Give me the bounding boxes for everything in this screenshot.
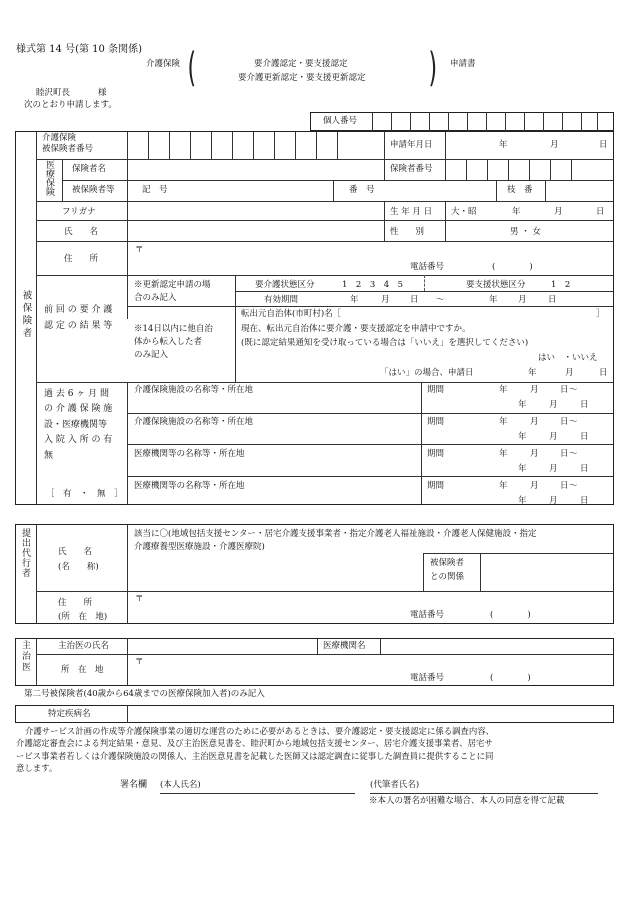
agent-name-label: 氏 名 (名 称) — [58, 547, 99, 573]
insurer-name-label: 保険者名 — [72, 164, 107, 174]
honorific: 様 — [98, 88, 107, 98]
doctor-side-label: 主治医 — [20, 640, 30, 673]
previous-label: 前 回 の 要 介 護 認 定 の 結 果 等 — [44, 305, 113, 331]
phone-paren: ( ) — [492, 262, 533, 272]
insured-number-label: 介護保険 被保険者番号 — [42, 133, 94, 155]
insurance-label: 介護保険 — [146, 59, 181, 69]
kigo-label: 記 号 — [142, 185, 168, 195]
relation-label: 被保険者 との関係 — [430, 558, 465, 582]
presence-options: ［ 有 ・ 無 ］ — [46, 489, 123, 499]
disease-table — [15, 705, 614, 723]
renewal-note: ※更新認定申請の場 合のみ記入 — [134, 280, 211, 304]
pending-question: 現在、転出元自治体に要介護・要支援認定を申請中ですか。 — [241, 324, 471, 334]
agent-side-label: 提出代行者 — [20, 528, 30, 578]
period-1-m2: 月 — [549, 400, 558, 410]
medical-insurance-label: 医療保険 — [44, 160, 54, 196]
agent-phone-label: 電話番号 — [410, 610, 445, 620]
proxy-note: ※本人の署名が困難な場合、本人の同意を得て記載 — [369, 796, 565, 806]
yes-no-options: はい ・いいえ — [538, 353, 598, 363]
signature-label: 署名欄 — [120, 780, 148, 790]
application-label: 申請書 — [450, 59, 476, 69]
doctor-postal-mark: 〒 — [135, 657, 144, 667]
furigana-label: フリガナ — [62, 207, 96, 217]
period-1-m1: 月 — [530, 385, 539, 395]
period-label-1: 期間 — [427, 385, 445, 395]
phone-label: 電話番号 — [410, 262, 445, 272]
app-year: 年 — [499, 140, 508, 150]
period-4-d1: 日 — [560, 481, 569, 491]
institution-label: 医療機関名 — [323, 641, 366, 651]
proxy-name-label: (代筆者氏名) — [370, 780, 420, 790]
agent-category-text: 該当に〇(地域包括支援センター・居宅介護支援事業者・指定介護老人福祉施設・介護老人保健施設・指定 介護療養型医療施設・介護医療院) — [134, 529, 537, 553]
personal-number-label: 個人番号 — [323, 116, 358, 126]
birthdate-label: 生 年 月 日 — [390, 207, 433, 217]
period-1-d1: 日 — [560, 385, 569, 395]
transfer-note: ※14日以内に他自治 体から転入した者 のみ記入 — [134, 324, 213, 361]
pending-note: (既に認定結果通知を受け取っている場合は「いいえ」を選択してください) — [241, 338, 529, 348]
intro-text: 次のとおり申請します。 — [24, 100, 117, 110]
period-1-d2: 日 — [580, 400, 589, 410]
period-1-y2: 年 — [518, 400, 527, 410]
period-3-d2: 日 — [580, 464, 589, 474]
valid-day-1: 日 — [410, 295, 419, 305]
valid-month-1: 月 — [381, 295, 390, 305]
app-month: 月 — [550, 140, 559, 150]
doctor-phone-paren: ( ) — [490, 673, 531, 683]
yes-year: 年 — [528, 368, 537, 378]
yes-month: 月 — [565, 368, 574, 378]
origin-label: 転出元自治体(市町村)名［ — [241, 309, 342, 319]
period-3-y1: 年 — [499, 449, 508, 459]
medical-label-1: 医療機関等の名称等・所在地 — [134, 449, 245, 459]
self-name-label: (本人氏名) — [160, 780, 201, 790]
care-level-label: 要介護状態区分 — [255, 280, 315, 290]
edaban-label: 枝 番 — [507, 185, 533, 195]
facility-label-2: 介護保険施設の名称等・所在地 — [134, 417, 254, 427]
past-label: 過 去 6 ヶ 月 間 の 介 護 保 険 施 設・医療機関等 入 院 入 所 の 有 無 — [44, 389, 113, 461]
application-type-2: 要介護更新認定・要支援更新認定 — [238, 73, 366, 83]
birth-day: 日 — [596, 207, 605, 217]
period-2-y1: 年 — [499, 417, 508, 427]
period-label-4: 期間 — [427, 481, 445, 491]
sex-label: 性 別 — [390, 227, 425, 237]
period-2-y2: 年 — [518, 432, 527, 442]
valid-year-2: 年 — [489, 295, 498, 305]
facility-label-1: 介護保険施設の名称等・所在地 — [134, 385, 254, 395]
agent-address-label: 住 所 (所 在 地) — [58, 598, 108, 623]
insured-side-label: 被保険者 — [20, 290, 32, 340]
origin-bracket-close: ］ — [596, 309, 605, 319]
period-4-m2: 月 — [549, 496, 558, 506]
mayor-label: 睦沢町長 — [36, 88, 71, 98]
period-3-m2: 月 — [549, 464, 558, 474]
form-number: 様式第 14 号(第 10 条関係) — [16, 44, 142, 55]
period-1-y1: 年 — [499, 385, 508, 395]
yes-day: 日 — [599, 368, 608, 378]
period-4-m1: 月 — [530, 481, 539, 491]
period-2-d2: 日 — [580, 432, 589, 442]
valid-tilde: ～ — [436, 295, 445, 305]
consent-text: 介護サービス計画の作成等介護保険事業の適切な運営のために必要があるときは、要介護認定・要支援認定に係る調査内容、 介護認定審査会による判定結果・意見、及び主治医意見書を、睦沢町から地域包括支援センター、居宅介護支援事業者、居宅サ ービス事業者若しくは介護保険施設の関係人、主治医意見書を記載した医師又は認定調査に従事した調査員に提供することに同 意します。 — [16, 726, 494, 774]
bango-label: 番 号 — [349, 185, 375, 195]
valid-period-label: 有効期間 — [264, 295, 299, 305]
disease-label: 特定疾病名 — [48, 709, 91, 719]
doctor-location-label: 所 在 地 — [61, 665, 104, 675]
birth-year: 年 — [512, 207, 521, 217]
period-1-tilde: ～ — [569, 385, 578, 395]
valid-month-2: 月 — [518, 295, 527, 305]
period-2-d1: 日 — [560, 417, 569, 427]
medical-label-2: 医療機関等の名称等・所在地 — [134, 481, 245, 491]
insured-etc-label: 被保険者等 — [72, 185, 115, 195]
birth-month: 月 — [554, 207, 563, 217]
agent-phone-paren: ( ) — [490, 610, 531, 620]
app-day: 日 — [599, 140, 608, 150]
period-2-m2: 月 — [549, 432, 558, 442]
valid-year-1: 年 — [350, 295, 359, 305]
period-3-tilde: ～ — [569, 449, 578, 459]
period-4-tilde: ～ — [569, 481, 578, 491]
doctor-name-label: 主治医の氏名 — [58, 641, 110, 651]
support-level-numbers: 1 2 — [551, 280, 571, 290]
postal-mark: 〒 — [135, 245, 144, 255]
period-4-d2: 日 — [580, 496, 589, 506]
agent-postal-mark: 〒 — [135, 594, 144, 604]
application-date-label: 申請年月日 — [390, 140, 433, 150]
insurer-number-label: 保険者番号 — [390, 164, 433, 174]
period-3-d1: 日 — [560, 449, 569, 459]
period-3-y2: 年 — [518, 464, 527, 474]
support-level-label: 要支援状態区分 — [466, 280, 526, 290]
period-label-3: 期間 — [427, 449, 445, 459]
dashed-divider — [424, 275, 425, 291]
period-2-m1: 月 — [530, 417, 539, 427]
valid-day-2: 日 — [548, 295, 557, 305]
care-level-numbers: 1 2 3 4 5 — [342, 280, 404, 290]
period-2-tilde: ～ — [569, 417, 578, 427]
era-label: 大・昭 — [451, 207, 477, 217]
period-3-m1: 月 — [530, 449, 539, 459]
application-type-1: 要介護認定・要支援認定 — [254, 59, 348, 69]
doctor-phone-label: 電話番号 — [410, 673, 445, 683]
sex-options: 男 ・ 女 — [510, 227, 541, 237]
second-insured-note: 第二号被保険者(40歳から64歳までの医療保険加入者)のみ記入 — [24, 689, 265, 699]
period-4-y1: 年 — [499, 481, 508, 491]
address-label: 住 所 — [64, 254, 99, 264]
name-label: 氏 名 — [64, 227, 99, 237]
period-label-2: 期間 — [427, 417, 445, 427]
yes-case-label: 「はい」の場合、申請日 — [380, 368, 474, 378]
bracket-right: ) — [428, 45, 438, 91]
bracket-left: ( — [187, 45, 197, 91]
period-4-y2: 年 — [518, 496, 527, 506]
